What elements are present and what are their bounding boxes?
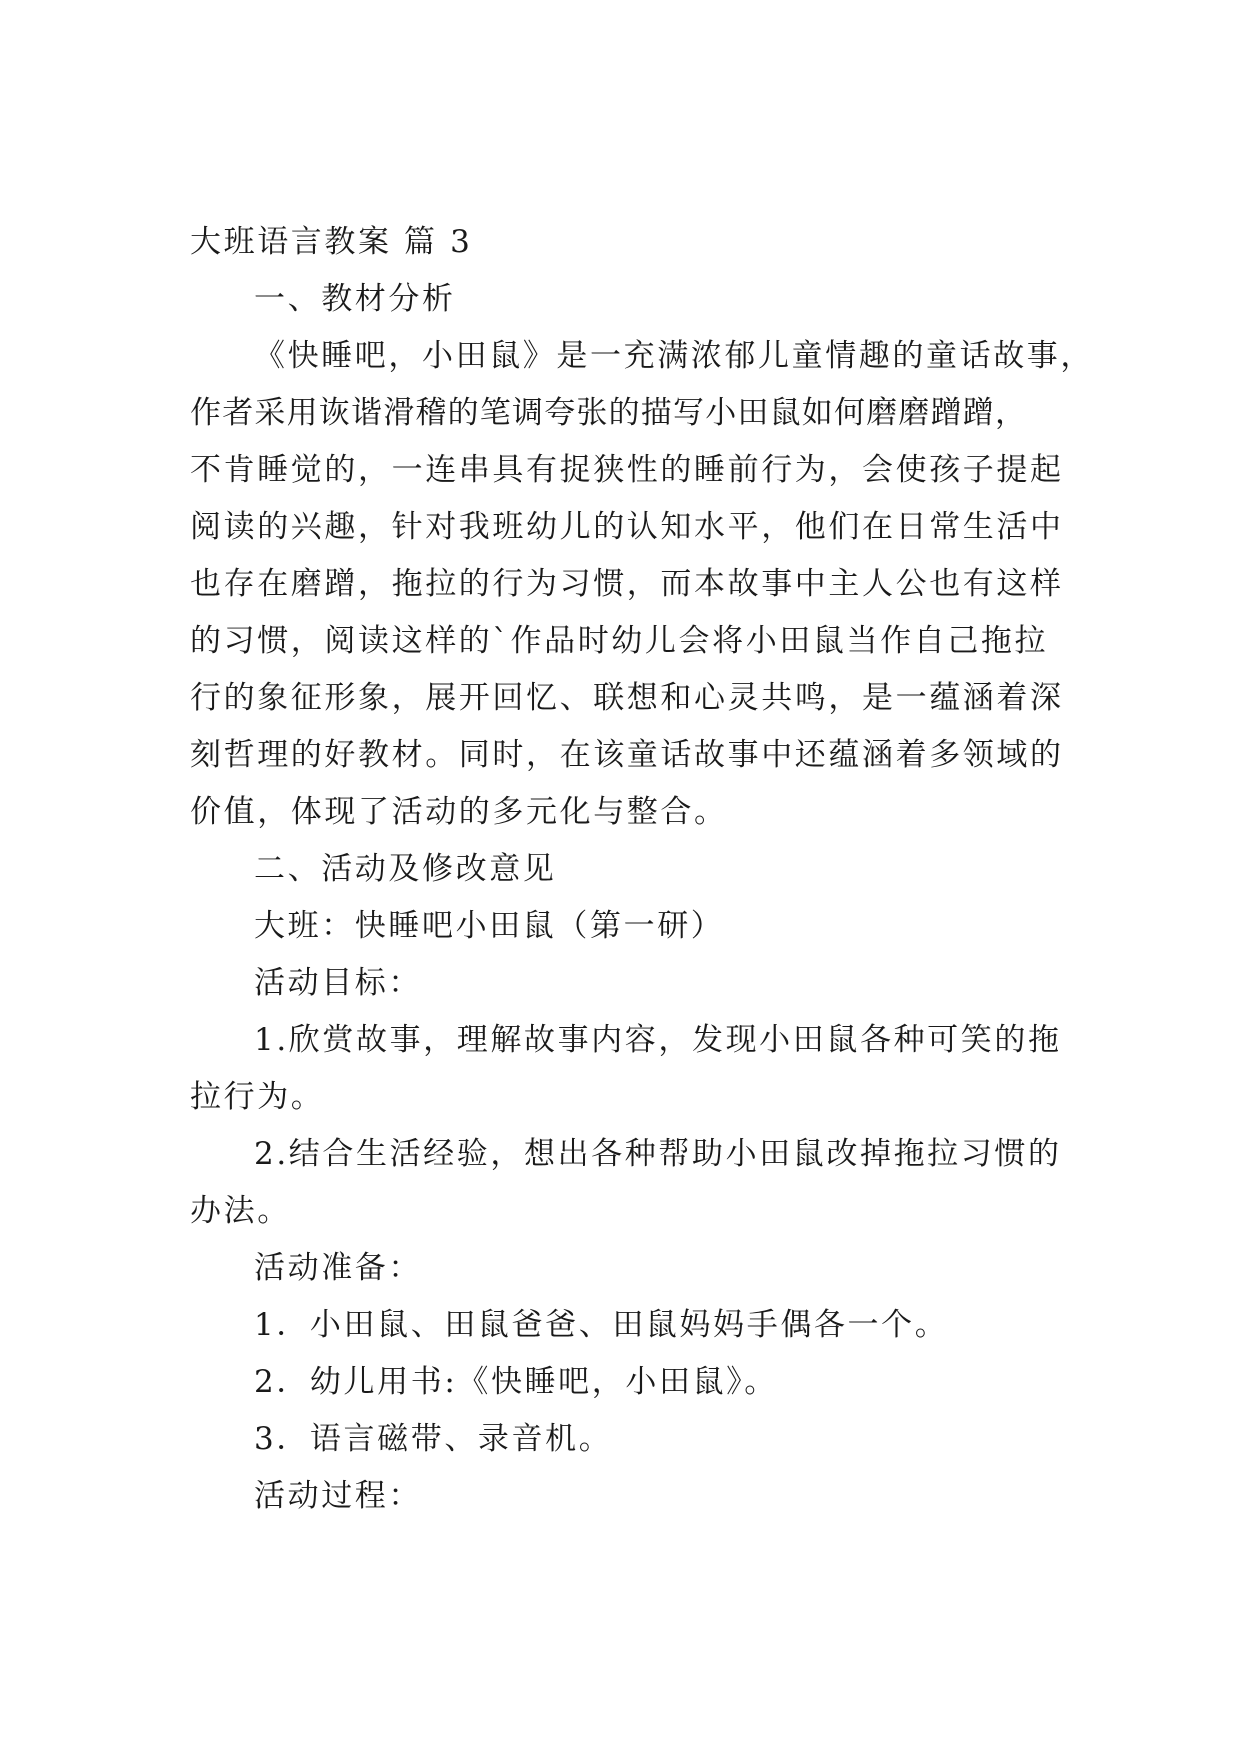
goal-item: 2.结合生活经验，想出各种帮助小田鼠改掉拖拉习惯的 (254, 1136, 1062, 1172)
paragraph-line: 行的象征形象，展开回忆、联想和心灵共鸣，是一蕴涵着深 (190, 680, 1064, 716)
paragraph-line: 阅读的兴趣，针对我班幼儿的认知水平，他们在日常生活中 (190, 509, 1064, 545)
paragraph-line: 也存在磨蹭，拖拉的行为习惯，而本故事中主人公也有这样 (190, 566, 1064, 602)
activity-title: 大班：快睡吧小田鼠（第一研） (254, 908, 725, 944)
goals-heading: 活动目标： (254, 965, 422, 1001)
goal-item-continued: 拉行为。 (190, 1079, 325, 1115)
goal-item: 1.欣赏故事，理解故事内容，发现小田鼠各种可笑的拖 (254, 1022, 1062, 1058)
section-heading-activity: 二、活动及修改意见 (254, 851, 557, 887)
paragraph-line: 刻哲理的好教材。同时，在该童话故事中还蕴涵着多领域的 (190, 737, 1064, 773)
paragraph-line: 价值，体现了活动的多元化与整合。 (190, 794, 728, 830)
prep-item: 3．语言磁带、录音机。 (254, 1421, 613, 1457)
paragraph-line: 不肯睡觉的，一连串具有捉狭性的睡前行为，会使孩子提起 (190, 452, 1064, 488)
paragraph-line: 的习惯，阅读这样的`作品时幼儿会将小田鼠当作自己拖拉 (190, 623, 1049, 659)
prep-item: 2．幼儿用书:《快睡吧，小田鼠》。 (254, 1364, 778, 1400)
document-title: 大班语言教案 篇 3 (190, 224, 473, 260)
section-heading-materials: 一、教材分析 (254, 281, 456, 317)
prep-item: 1．小田鼠、田鼠爸爸、田鼠妈妈手偶各一个。 (254, 1307, 949, 1343)
process-heading: 活动过程： (254, 1478, 422, 1514)
goal-item-continued: 办法。 (190, 1193, 291, 1229)
paragraph-line: 《快睡吧，小田鼠》是一充满浓郁儿童情趣的童话故事， (254, 338, 1094, 374)
paragraph-line: 作者采用诙谐滑稽的笔调夸张的描写小田鼠如何磨磨蹭蹭， (190, 395, 1028, 431)
prep-heading: 活动准备： (254, 1250, 422, 1286)
